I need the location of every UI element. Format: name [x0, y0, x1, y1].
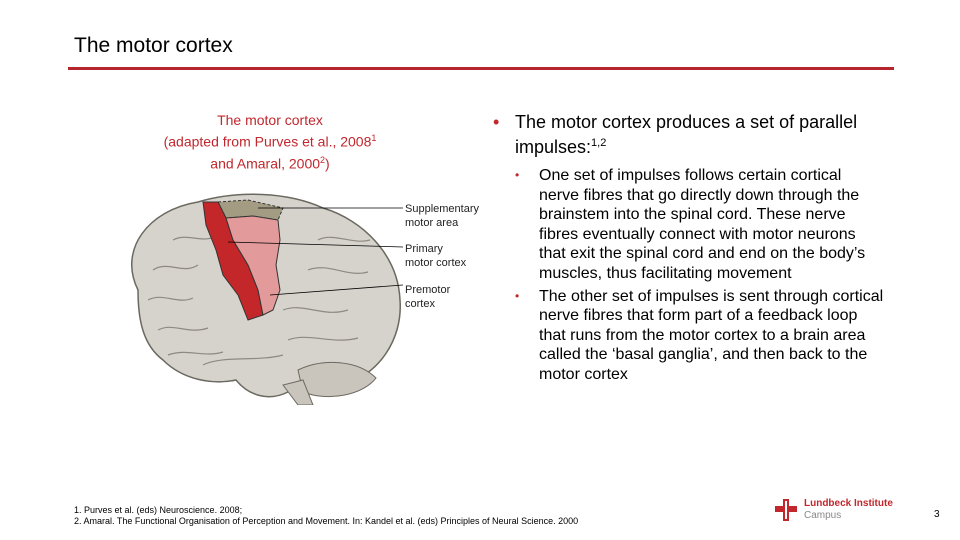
caption-line-3: and Amaral, 2000$^2$): [210, 154, 330, 172]
figure-caption: [130, 111, 410, 172]
bullet-dot-icon: •: [515, 168, 520, 182]
sub-bullet-2: • The other set of impulses is sent through cortical nerve fibres that form part of a feedback loop that runs from the motor cortex to a brain area called the ‘basal ganglia’, and then back to the motor cortex: [515, 287, 884, 383]
caption-line-1: The motor cortex: [217, 112, 323, 128]
references: [74, 505, 578, 527]
bullet-list: [493, 112, 893, 385]
sub-bullet-1: • One set of impulses follows certain cortical nerve fibres that go directly down through the brainstem into the spinal cord. These nerve fibres eventually connect with motor neurons that exit the spinal cord and end on the body’s muscles, thus facilitating movement: [515, 167, 866, 282]
brain-illustration: [108, 180, 408, 405]
label-premotor-cortex: Premotor cortex: [405, 284, 451, 310]
bullet-dot-icon: •: [493, 112, 500, 132]
slide-title: The motor cortex: [74, 34, 233, 57]
reference-1: 1. Purves et al. (eds) Neuroscience. 2008;: [74, 505, 243, 515]
label-primary-motor-cortex: Primary motor cortex: [405, 243, 467, 269]
logo-name: Lundbeck Institute: [804, 498, 893, 509]
caption-line-2: (adapted from Purves et al., 2008$^1$: [163, 133, 377, 150]
label-supplementary-motor-area: Supplementary motor area: [405, 203, 479, 229]
reference-2: 2. Amaral. The Functional Organisation of Perception and Movement. In: Kandel et al. (eds) Principles of Neural Science. 2000: [74, 516, 579, 526]
bullet-dot-icon: •: [515, 288, 520, 303]
lundbeck-logo: [774, 498, 904, 522]
logo-sub: Campus: [804, 510, 842, 521]
title-divider: [68, 67, 894, 70]
lundbeck-cross-icon: [774, 498, 798, 522]
page-number: 3: [934, 509, 940, 520]
main-bullet: • The motor cortex produces a set of parallel impulses:$^{1,2}$: [493, 112, 858, 157]
